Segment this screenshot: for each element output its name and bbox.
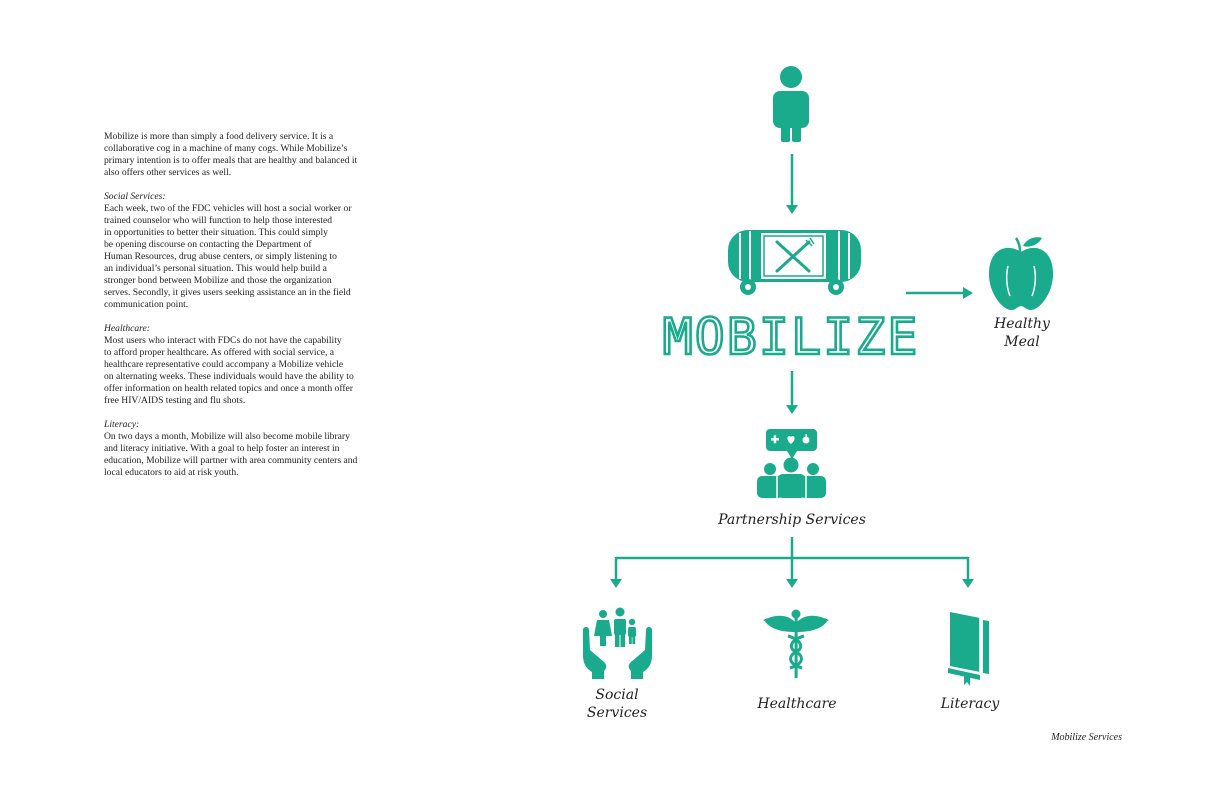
family-in-hands-icon bbox=[583, 608, 652, 680]
section-line: offer information on health related topics and once a month offer bbox=[104, 383, 353, 394]
section-title: Healthcare: bbox=[104, 323, 150, 334]
section-line: Each week, two of the FDC vehicles will host a social worker or bbox=[104, 203, 352, 214]
section-title: Social Services: bbox=[104, 191, 166, 202]
healthy-meal-label-line1: Healthy bbox=[994, 316, 1050, 332]
section-line: free HIV/AIDS testing and flu shots. bbox=[104, 395, 246, 406]
section-line: trained counselor who will function to help those interested bbox=[104, 215, 333, 226]
person-icon bbox=[773, 66, 809, 142]
branch-connectors bbox=[616, 537, 968, 580]
literacy-label: Literacy bbox=[940, 696, 1000, 712]
section-line: and literacy initiative. With a goal to help foster an interest in bbox=[104, 443, 340, 454]
healthcare-label: Healthcare bbox=[757, 696, 837, 712]
section-line: serves. Secondly, it gives users seeking assistance an in the field bbox=[104, 287, 351, 298]
partnership-services-label: Partnership Services bbox=[718, 512, 866, 528]
partnership-group-icon bbox=[757, 429, 826, 498]
food-truck-icon bbox=[728, 230, 861, 295]
caduceus-icon bbox=[763, 610, 829, 679]
social-services-label-line2: Services bbox=[586, 705, 648, 721]
arrow-brand-to-partnership bbox=[786, 371, 798, 414]
intro-line: also offers other services as well. bbox=[104, 167, 232, 178]
arrow-vehicle-to-meal bbox=[906, 287, 973, 299]
apple-icon bbox=[989, 237, 1053, 310]
brand-wordmark: MOBILIZE bbox=[662, 308, 920, 366]
figure-caption: Mobilize Services bbox=[1051, 732, 1122, 743]
intro-line: primary intention is to offer meals that are healthy and balanced it bbox=[104, 155, 358, 166]
section-line: education, Mobilize will partner with area community centers and bbox=[104, 455, 358, 466]
section-line: stronger bond between Mobilize and those the organization bbox=[104, 275, 332, 286]
healthy-meal-label-line2: Meal bbox=[1004, 334, 1040, 350]
section-line: local educators to aid at risk youth. bbox=[104, 467, 239, 478]
social-services-label bbox=[572, 686, 662, 722]
intro-line: Mobilize is more than simply a food delivery service. It is a bbox=[104, 131, 334, 142]
social-services-label-line1: Social bbox=[595, 687, 639, 703]
section-line: on alternating weeks. These individuals would have the ability to bbox=[104, 371, 354, 382]
section-line: On two days a month, Mobilize will also become mobile library bbox=[104, 431, 350, 442]
section-line: to afford proper healthcare. As offered with social service, a bbox=[104, 347, 335, 358]
section-line: be opening discourse on contacting the Department of bbox=[104, 239, 312, 250]
section-line: an individual’s personal situation. This would help build a bbox=[104, 263, 327, 274]
section-line: in opportunities to better their situation. This could simply bbox=[104, 227, 328, 238]
arrow-person-to-vehicle bbox=[786, 154, 798, 214]
section-title: Literacy: bbox=[104, 419, 140, 430]
branch-arrowheads bbox=[610, 579, 974, 588]
section-line: Most users who interact with FDCs do not have the capability bbox=[104, 335, 342, 346]
book-icon bbox=[948, 612, 989, 686]
healthy-meal-label bbox=[980, 315, 1064, 351]
section-line: healthcare representative could accompany a Mobilize vehicle bbox=[104, 359, 344, 370]
section-line: communication point. bbox=[104, 299, 189, 310]
intro-line: collaborative cog in a machine of many cogs. While Mobilize’s bbox=[104, 143, 348, 154]
section-line: Human Resources, drug abuse centers, or simply listening to bbox=[104, 251, 337, 262]
